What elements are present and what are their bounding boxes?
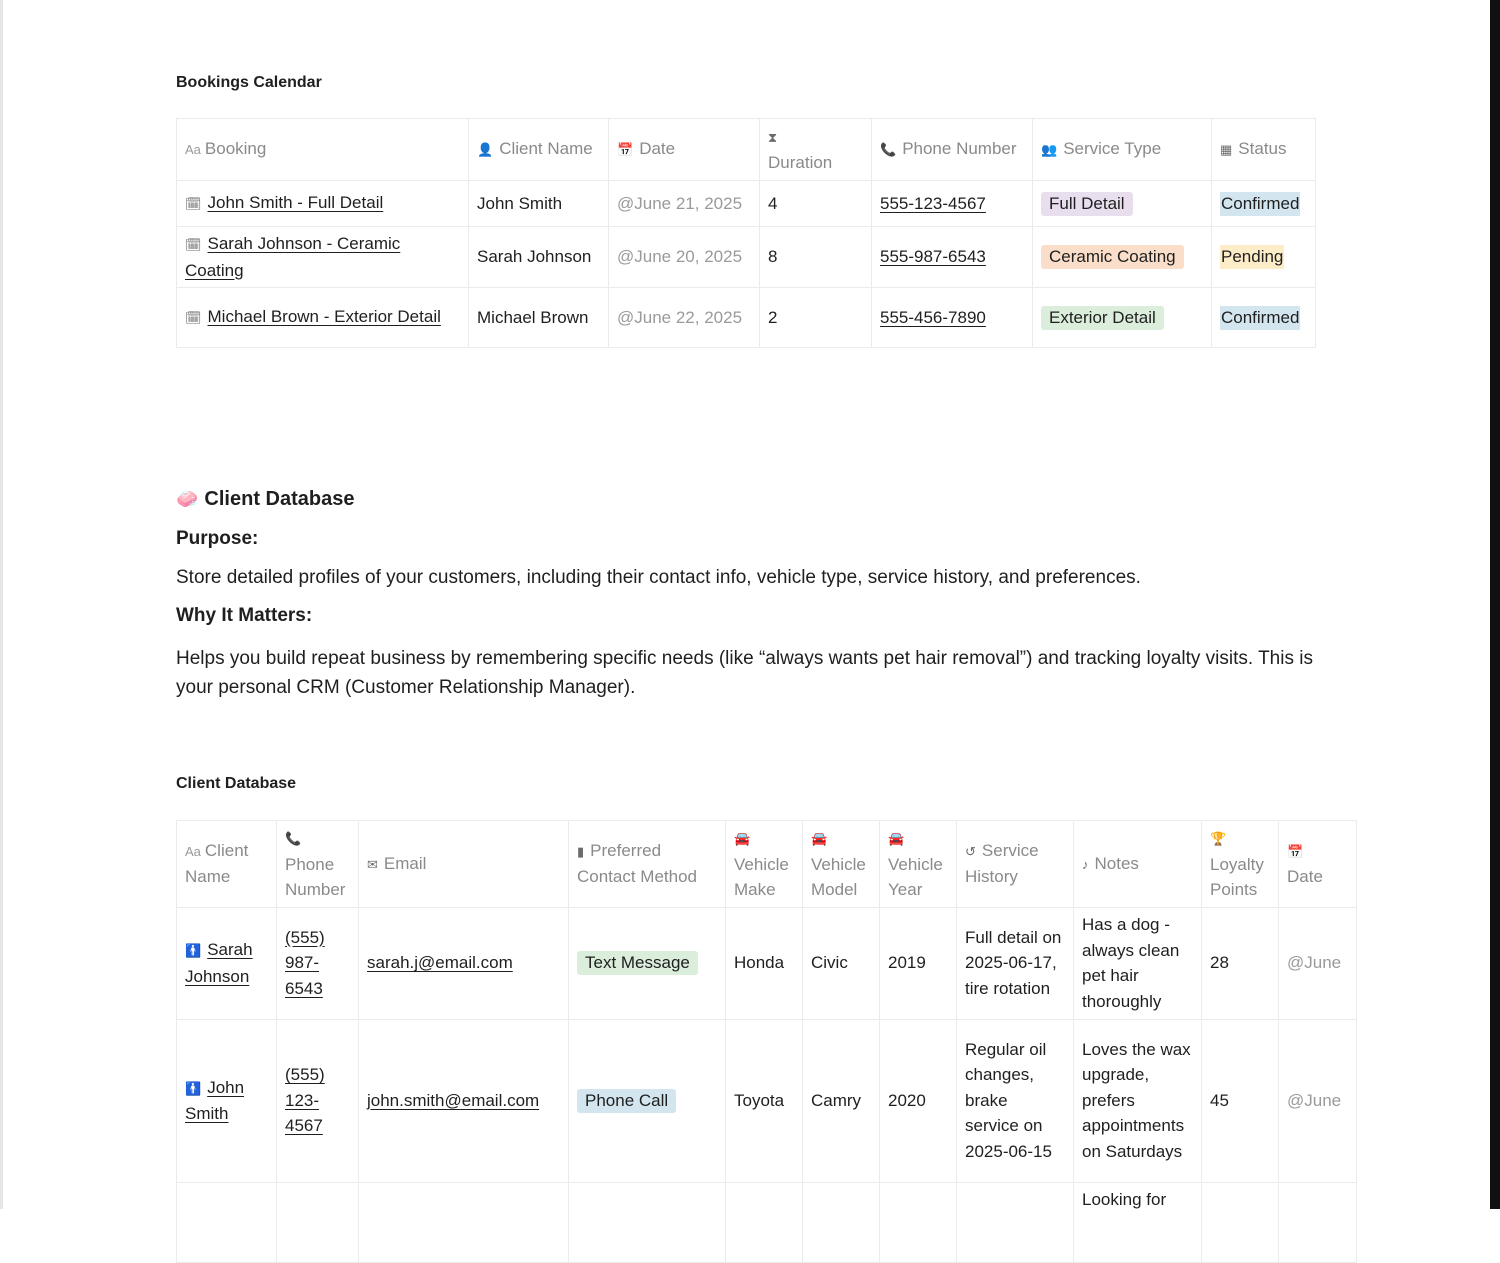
client-name: Sarah Johnson: [469, 227, 609, 288]
header-label: Date: [639, 139, 676, 159]
status-badge: Confirmed: [1220, 306, 1300, 330]
header-label: Service History: [965, 840, 1039, 887]
column-email[interactable]: [359, 821, 569, 908]
soap-icon: 🧼: [176, 489, 199, 509]
header-label: Date: [1287, 867, 1323, 887]
table-row: [177, 907, 1357, 1019]
column-vehicle-model[interactable]: [803, 821, 880, 908]
window-frame: [1490, 0, 1500, 1209]
bookings-table: [176, 118, 1316, 348]
service-history: Regular oil changes, brake service on 2025-06-15: [957, 1019, 1074, 1182]
header-label: Notes: [1094, 853, 1139, 873]
bookings-title: Bookings Calendar: [176, 74, 322, 91]
phone-icon: 📞: [880, 142, 897, 158]
duration: 4: [760, 181, 872, 227]
car-icon: 🚘: [811, 831, 828, 846]
phone-link[interactable]: (555) 123-4567: [285, 1065, 325, 1136]
status-badge: Pending: [1220, 245, 1284, 269]
phone-link[interactable]: 555-456-7890: [880, 307, 986, 327]
envelope-icon: ✉: [367, 856, 378, 872]
column-client-name[interactable]: [177, 821, 277, 908]
booking-link[interactable]: John Smith - Full Detail: [207, 193, 384, 213]
column-date[interactable]: [1279, 821, 1357, 908]
vehicle-make: Toyota: [726, 1019, 803, 1182]
header-label: Phone Number: [902, 139, 1017, 159]
header-label: Client Name: [499, 139, 593, 159]
loyalty-points: 45: [1202, 1019, 1279, 1182]
vehicle-year: 2019: [880, 907, 957, 1019]
header-label: Service Type: [1063, 139, 1162, 159]
header-label: Status: [1238, 139, 1287, 159]
purpose-text: Store detailed profiles of your customers, including their contact info, vehicle type, service history, and preferences.: [176, 567, 1141, 588]
header-label: Vehicle Model: [811, 854, 866, 899]
mobile-icon: ▮: [577, 843, 585, 859]
service-history: Full detail on 2025-06-17, tire rotation: [957, 907, 1074, 1019]
vehicle-make: Honda: [726, 907, 803, 1019]
header-label: Duration: [768, 153, 833, 172]
column-vehicle-make[interactable]: [726, 821, 803, 908]
header-label: Email: [383, 853, 427, 873]
music-note-icon: ♪: [1082, 856, 1089, 872]
phone-link[interactable]: 555-987-6543: [880, 247, 986, 267]
column-status[interactable]: [1212, 119, 1316, 181]
column-date[interactable]: [609, 119, 760, 181]
duration: 8: [760, 227, 872, 288]
calendar-icon: 📅: [1287, 843, 1304, 859]
window-edge: [0, 0, 3, 1209]
table-row: [177, 227, 1316, 288]
history-icon: ↺: [965, 843, 976, 859]
purpose-label: Purpose:: [176, 528, 259, 549]
service-tag: Ceramic Coating: [1041, 245, 1184, 269]
table-header: [177, 119, 1316, 181]
client-name: Michael Brown: [469, 288, 609, 348]
people-icon: 👥: [1041, 142, 1058, 158]
why-label: Why It Matters:: [176, 605, 313, 626]
car-icon: 🚘: [734, 831, 751, 846]
table-row: [177, 181, 1316, 227]
column-contact-method[interactable]: [569, 821, 726, 908]
booking-link[interactable]: Michael Brown - Exterior Detail: [207, 307, 441, 327]
vehicle-year: 2020: [880, 1019, 957, 1182]
hourglass-icon: ⧗: [768, 129, 778, 145]
table-row: [177, 1182, 1357, 1262]
calendar-icon: 🗓: [185, 196, 202, 212]
column-service-type[interactable]: [1033, 119, 1212, 181]
table-header: [177, 821, 1357, 908]
phone-link[interactable]: (555) 987-6543: [285, 927, 325, 998]
person-icon: 🚹: [185, 943, 202, 958]
email-link[interactable]: john.smith@email.com: [367, 1090, 540, 1110]
table-row: [177, 288, 1316, 348]
column-service-history[interactable]: [957, 821, 1074, 908]
text-icon: Aa: [185, 142, 201, 158]
notes: Has a dog - always clean pet hair thoroughly: [1074, 907, 1202, 1019]
header-label: Loyalty Points: [1210, 854, 1264, 899]
vehicle-model: Civic: [803, 907, 880, 1019]
section-heading: [176, 488, 1326, 511]
header-label: Vehicle Year: [888, 854, 943, 899]
service-tag: Exterior Detail: [1041, 306, 1164, 330]
calendar-icon: 📅: [617, 142, 634, 158]
status-badge: Confirmed: [1220, 192, 1300, 216]
date[interactable]: @June 20, 2025: [609, 227, 760, 288]
date[interactable]: @June 22, 2025: [609, 288, 760, 348]
notes: Looking for: [1074, 1182, 1202, 1262]
client-link[interactable]: John Smith: [185, 1077, 245, 1123]
phone-icon: 📞: [285, 831, 302, 846]
text-icon: Aa: [185, 843, 201, 859]
why-text: Helps you build repeat business by remembering specific needs (like “always wants pet hair removal”) and tracking loyalty visits. This is your personal CRM (Customer Relationship Manager).: [176, 648, 1313, 698]
contact-method-tag: Phone Call: [577, 1089, 676, 1113]
column-vehicle-year[interactable]: [880, 821, 957, 908]
table-row: [177, 1019, 1357, 1182]
client-name: John Smith: [469, 181, 609, 227]
column-duration[interactable]: [760, 119, 872, 181]
date[interactable]: @June 21, 2025: [609, 181, 760, 227]
column-booking[interactable]: [177, 119, 469, 181]
column-client-name[interactable]: [469, 119, 609, 181]
notes: Loves the wax upgrade, prefers appointments on Saturdays: [1074, 1019, 1202, 1182]
calendar-icon: 🗓: [185, 310, 202, 326]
header-label: Booking: [204, 139, 267, 159]
person-icon: 🚹: [185, 1080, 202, 1096]
status-icon: ▦: [1220, 142, 1233, 158]
header-label: Client Name: [185, 840, 249, 887]
header-label: Vehicle Make: [734, 854, 789, 899]
loyalty-points: 28: [1202, 907, 1279, 1019]
service-tag: Full Detail: [1041, 192, 1133, 216]
car-icon: 🚘: [888, 831, 905, 846]
client-link[interactable]: Sarah Johnson: [185, 940, 253, 986]
clients-table: [176, 820, 1357, 1263]
calendar-icon: 🗓: [185, 237, 202, 252]
contact-method-tag: Text Message: [577, 951, 698, 975]
column-loyalty-points[interactable]: [1202, 821, 1279, 908]
date[interactable]: @June: [1279, 1019, 1357, 1182]
column-phone[interactable]: [872, 119, 1033, 181]
person-icon: 👤: [477, 142, 494, 158]
column-phone[interactable]: [277, 821, 359, 908]
header-label: Phone Number: [285, 854, 346, 899]
duration: 2: [760, 288, 872, 348]
booking-link[interactable]: Sarah Johnson - Ceramic Coating: [185, 234, 401, 280]
clients-title: Client Database: [176, 775, 297, 792]
clients-table-scroll[interactable]: [176, 820, 1342, 1220]
column-notes[interactable]: [1074, 821, 1202, 908]
header-label: Preferred Contact Method: [577, 840, 698, 887]
section-title: Client Database: [204, 488, 355, 510]
date[interactable]: @June: [1279, 907, 1357, 1019]
email-link[interactable]: sarah.j@email.com: [367, 953, 513, 973]
vehicle-model: Camry: [803, 1019, 880, 1182]
phone-link[interactable]: 555-123-4567: [880, 193, 986, 213]
trophy-icon: 🏆: [1210, 831, 1227, 846]
